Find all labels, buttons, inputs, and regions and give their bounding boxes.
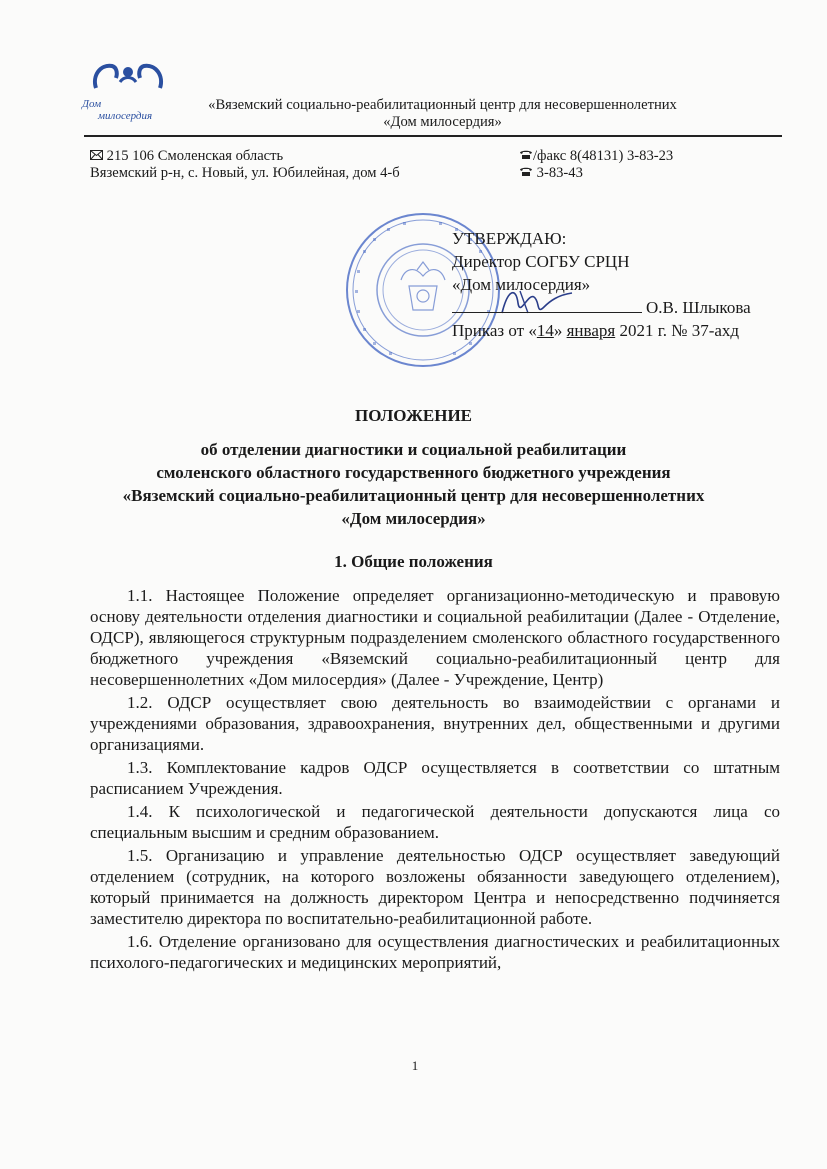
logo-text-line2: милосердия bbox=[98, 110, 153, 122]
section-heading: 1. Общие положения bbox=[334, 552, 493, 571]
approval-line3: «Дом милосердия» bbox=[452, 275, 591, 294]
paragraph: 1.6. Отделение организовано для осуществления диагностических и реабилитационных психолого-педагогических и медицинских мероприятий, bbox=[90, 932, 780, 972]
organization-name bbox=[170, 97, 715, 131]
phone-block bbox=[519, 148, 673, 182]
approval-order bbox=[452, 319, 782, 342]
approval-block bbox=[452, 227, 782, 342]
order-prefix: Приказ от « bbox=[452, 321, 537, 340]
phone-icon bbox=[519, 165, 533, 182]
address-line1: 215 106 Смоленская область bbox=[106, 148, 284, 164]
title-line1: ПОЛОЖЕНИЕ bbox=[355, 406, 472, 425]
organization-name-line2: «Дом милосердия» bbox=[383, 114, 502, 130]
organization-logo bbox=[82, 58, 172, 138]
logo-text-line1: Дом bbox=[82, 98, 102, 110]
approval-line1: УТВЕРЖДАЮ: bbox=[452, 229, 567, 248]
order-day: 14 bbox=[536, 321, 554, 340]
title-line3: смоленского областного государственного бюджетного учреждения bbox=[156, 463, 671, 482]
order-year: 2021 г. № 37-ахд bbox=[615, 321, 740, 340]
paragraph: 1.4. К психологической и педагогической деятельности допускаются лица со специальным высшим и средним образованием. bbox=[90, 802, 780, 842]
address-line2: Вяземский р-н, с. Новый, ул. Юбилейная, дом 4-б bbox=[90, 165, 400, 181]
paragraph: 1.5. Организацию и управление деятельностью ОДСР осуществляет заведующий отделением (сотрудник, на которого возложены обязанности заведующего отделением), который принимается на должность директором Центра и непосредственно подчиняется заместителю директора по воспитательно-реабилитационной работе. bbox=[90, 846, 780, 928]
paragraph: 1.2. ОДСР осуществляет свою деятельность во взаимодействии с органами и учреждениями образования, здравоохранения, внутренних дел, общественными и другими организациями. bbox=[90, 693, 780, 754]
logo-icon bbox=[90, 58, 166, 98]
postal-address bbox=[90, 148, 400, 182]
title-line2: об отделении диагностики и социальной реабилитации bbox=[200, 440, 627, 459]
paragraph: 1.3. Комплектование кадров ОДСР осуществляется в соответствии со штатным расписанием Учреждения. bbox=[90, 758, 780, 798]
header-divider bbox=[84, 135, 782, 137]
phone-line1: /факс 8(48131) 3-83-23 bbox=[533, 148, 674, 164]
organization-name-line1: «Вяземский социально-реабилитационный центр для несовершеннолетних bbox=[208, 97, 677, 113]
logo-text bbox=[82, 98, 172, 122]
section-body bbox=[90, 585, 780, 975]
title-line5: «Дом милосердия» bbox=[341, 509, 486, 528]
approval-line2: Директор СОГБУ СРЦН bbox=[452, 252, 630, 271]
order-month: января bbox=[566, 321, 616, 340]
paragraph: 1.1. Настоящее Положение определяет организационно-методическую и правовую основу деятельности отделения диагностики и социальной реабилитации (Далее - Отделение, ОДСР), являющегося структурным подразделением смоленского областного государственного бюджетного учреждения «Вяземский социально-реабилитационный центр для несовершеннолетних «Дом милосердия» (Далее - Учреждение, Центр) bbox=[90, 586, 780, 689]
signature-line bbox=[452, 298, 642, 313]
phone-icon bbox=[519, 148, 533, 165]
title-line4: «Вяземский социально-реабилитационный центр для несовершеннолетних bbox=[122, 486, 705, 505]
phone-line2: 3-83-43 bbox=[536, 165, 583, 181]
approval-signer: О.В. Шлыкова bbox=[646, 298, 751, 317]
page-number: 1 bbox=[411, 1058, 419, 1073]
order-mid: » bbox=[553, 321, 567, 340]
document-title bbox=[60, 404, 767, 530]
envelope-icon bbox=[90, 148, 103, 165]
